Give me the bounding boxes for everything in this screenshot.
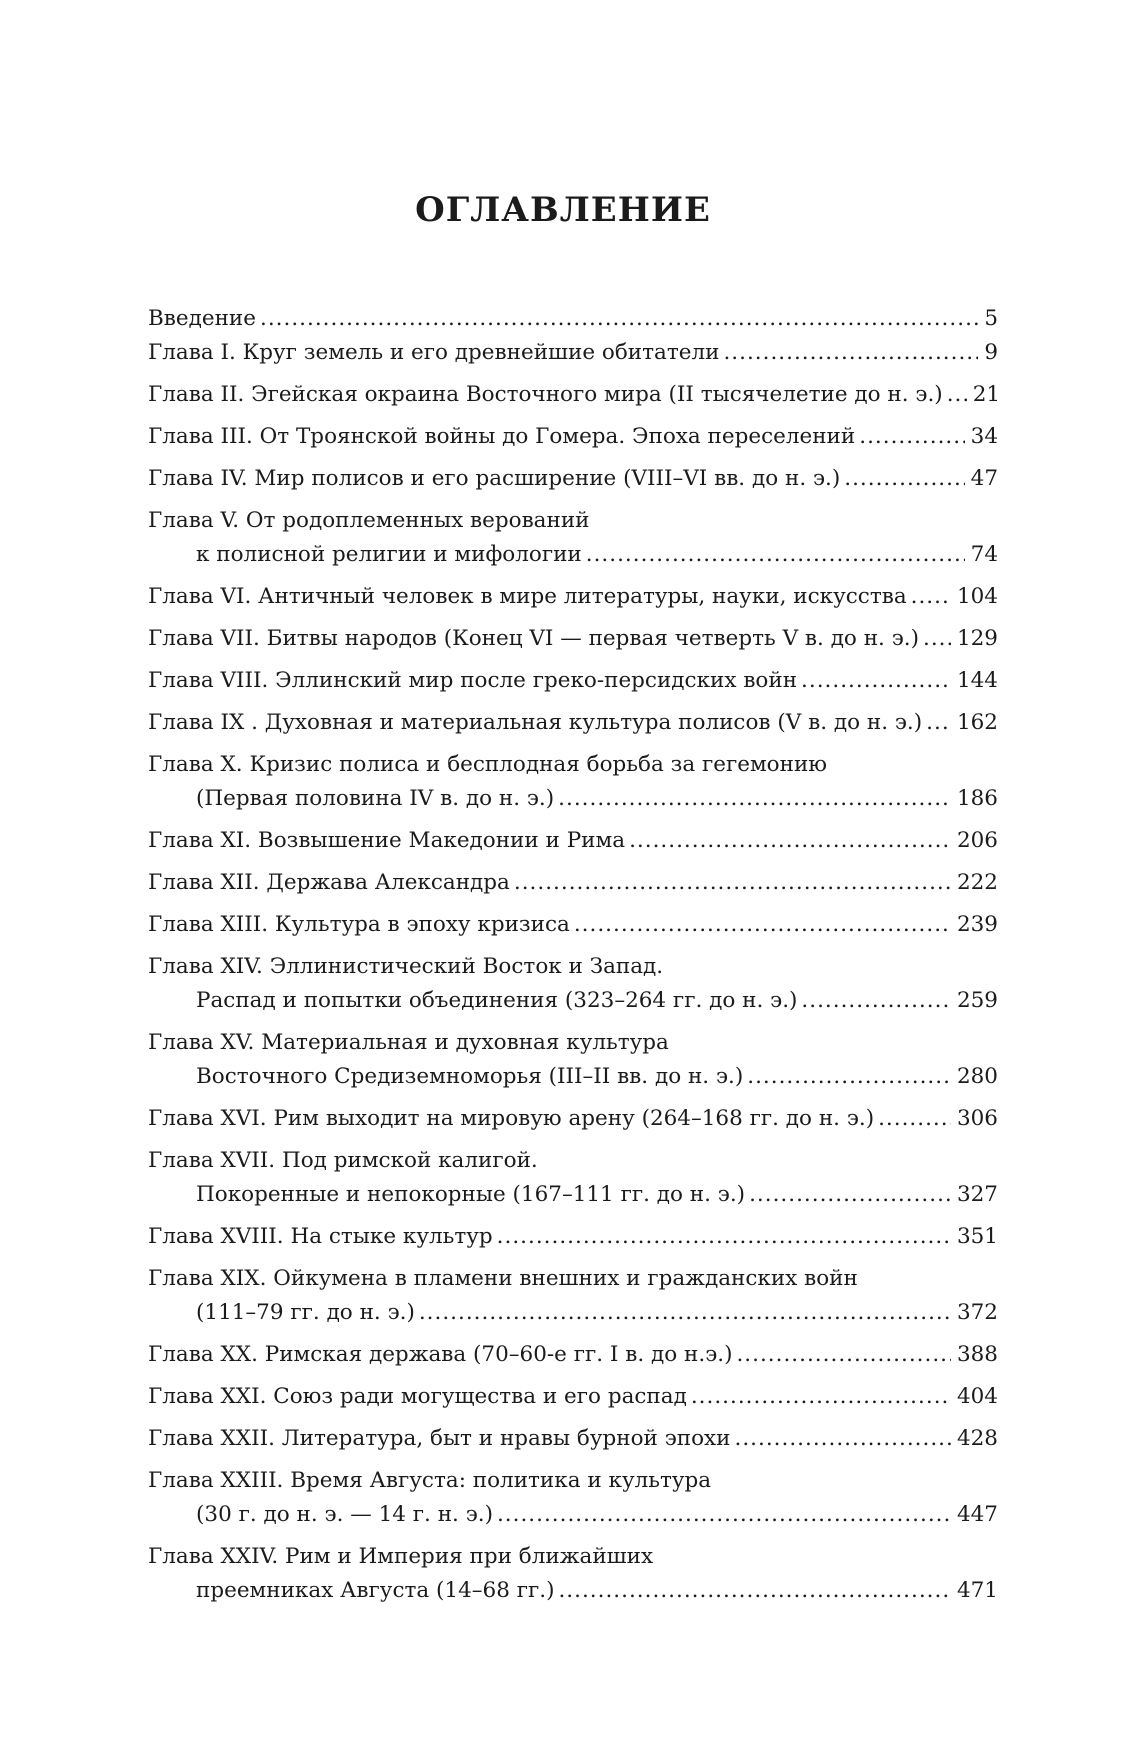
toc-entry-line [148,908,998,942]
toc-entry[interactable] [148,1220,998,1254]
toc-entry[interactable] [148,1144,998,1212]
toc-entry-heading: Глава XIX. Ойкумена в пламени внешних и гражданских войн [148,1266,858,1291]
toc-page-number: 47 [970,466,998,491]
toc-entry-title: Глава IX . Духовная и материальная культура полисов (V в. до н. э.) [148,710,923,735]
toc-page-number: 239 [956,912,998,937]
toc-entry[interactable] [148,336,998,370]
toc-entry[interactable] [148,950,998,1018]
toc-entry-line [148,1422,998,1456]
toc-page-number: 259 [956,988,998,1013]
toc-entry-line [148,462,998,496]
toc-entry[interactable] [148,1102,998,1136]
toc-entry-heading: Глава V. От родоплеменных верований [148,508,590,533]
toc-entry-line [148,866,998,900]
toc-page-number: 74 [970,542,998,567]
toc-page-number: 162 [956,710,998,735]
dot-leader [497,1498,951,1532]
toc-entry-title: (111–79 гг. до н. э.) [196,1300,415,1325]
toc-entry-title: Глава XVI. Рим выходит на мировую арену (264–168 гг. до н. э.) [148,1106,875,1131]
toc-entry[interactable] [148,462,998,496]
dot-leader [911,580,951,614]
toc-entry-line [148,1102,998,1136]
toc-entry[interactable] [148,1026,998,1094]
toc-entry[interactable] [148,664,998,698]
toc-entry-line [148,1338,998,1372]
toc-entry-heading: Глава X. Кризис полиса и бесплодная борьба за гегемонию [148,752,828,777]
toc-entry[interactable] [148,378,1001,412]
toc-entry[interactable] [148,706,998,740]
toc-entry[interactable] [148,1338,998,1372]
toc-entry-title: Глава XXII. Литература, быт и нравы бурной эпохи [148,1426,731,1451]
page-title: ОГЛАВЛЕНИЕ [415,190,711,230]
dot-leader [558,1574,950,1608]
toc-entry-line [148,1574,998,1608]
toc-page-number: 222 [956,870,998,895]
dot-leader [260,302,978,336]
dot-leader [734,1422,950,1456]
toc-entry-line [148,378,1001,412]
toc-entry-title: Глава XX. Римская держава (70–60-е гг. I в. до н.э.) [148,1342,733,1367]
toc-entry[interactable] [148,1262,998,1330]
toc-entry-line [148,1060,998,1094]
toc-entry[interactable] [148,580,998,614]
toc-page-number: 144 [956,668,998,693]
toc-entry-heading: Глава XVII. Под римской калигой. [148,1148,538,1173]
toc-entry-title: Глава II. Эгейская окраина Восточного мира (II тысячелетие до н. э.) [148,382,943,407]
dot-leader [736,1338,950,1372]
dot-leader [801,664,951,698]
toc-page-number: 280 [956,1064,998,1089]
toc-entry-title: Глава XII. Держава Александра [148,870,510,895]
dot-leader [497,1220,951,1254]
toc-entry[interactable] [148,420,998,454]
toc-entry-line [148,1178,998,1212]
toc-entry-title: Введение [148,306,256,331]
dot-leader [558,782,951,816]
toc-page-number: 206 [956,828,998,853]
toc-page-number: 21 [972,382,1001,407]
toc-page-number: 129 [956,626,998,651]
dot-leader [859,420,964,454]
dot-leader [747,1060,951,1094]
toc-entry-title: Распад и попытки объединения (323–264 гг. до н. э.) [196,988,798,1013]
dot-leader [514,866,951,900]
toc-entry-line [148,336,998,370]
toc-entry[interactable] [148,1464,998,1532]
toc-page-number: 404 [956,1384,998,1409]
toc-entry-line [148,1380,998,1414]
toc-page-number: 428 [956,1426,998,1451]
dot-leader [574,908,951,942]
toc-entry-title: преемниках Августа (14–68 гг.) [196,1578,555,1603]
toc-entry-line [148,538,998,572]
toc-page-number: 9 [984,340,998,365]
toc-entry-heading: Глава XIV. Эллинистический Восток и Запад. [148,954,664,979]
toc-entry-title: к полисной религии и мифологии [196,542,582,567]
toc-entry-line [148,706,998,740]
toc-entry[interactable] [148,622,998,656]
toc-page-number: 186 [956,786,998,811]
toc-entry-title: (30 г. до н. э. — 14 г. н. э.) [196,1502,493,1527]
toc-entry-title: (Первая половина IV в. до н. э.) [196,786,555,811]
toc-entry-line [148,302,998,336]
toc-entry-line [148,1220,998,1254]
toc-page-number: 104 [956,584,998,609]
dot-leader [723,336,978,370]
dot-leader [419,1296,951,1330]
toc-page-number: 372 [956,1300,998,1325]
toc-entry-line [148,580,998,614]
toc-entry[interactable] [148,504,998,572]
toc-page-number: 34 [970,424,998,449]
dot-leader [878,1102,951,1136]
toc-entry-title: Покоренные и непокорные (167–111 гг. до н. э.) [196,1182,746,1207]
toc-entry-line [148,782,998,816]
toc-entry-title: Глава VI. Античный человек в мире литературы, науки, искусства [148,584,907,609]
toc-entry-title: Глава XI. Возвышение Македонии и Рима [148,828,626,853]
toc-entry-line [148,1498,998,1532]
toc-entry-line [148,984,998,1018]
toc-page-number: 5 [984,306,998,331]
toc-entry-line [148,664,998,698]
toc-page-number: 306 [956,1106,998,1131]
dot-leader [926,706,951,740]
table-of-contents [148,302,1001,1616]
toc-page-number: 327 [956,1182,998,1207]
toc-entry-line [148,824,998,858]
dot-leader [844,462,964,496]
dot-leader [801,984,951,1018]
toc-entry[interactable] [148,302,998,336]
toc-page-number: 388 [956,1342,998,1367]
toc-entry-title: Глава XVIII. На стыке культур [148,1224,493,1249]
toc-entry-line [148,420,998,454]
toc-entry-title: Глава III. От Троянской войны до Гомера. Эпоха переселений [148,424,856,449]
toc-entry-title: Восточного Средиземноморья (III–II вв. до н. э.) [196,1064,744,1089]
toc-entry-title: Глава XXI. Союз ради могущества и его распад [148,1384,687,1409]
toc-entry[interactable] [148,908,998,942]
dot-leader [923,622,951,656]
toc-entry-line [148,622,998,656]
dot-leader [749,1178,951,1212]
toc-entry-title: Глава XIII. Культура в эпоху кризиса [148,912,570,937]
dot-leader [947,378,967,412]
dot-leader [629,824,951,858]
dot-leader [691,1380,951,1414]
toc-entry[interactable] [148,866,998,900]
toc-entry-heading: Глава XXIII. Время Августа: политика и культура [148,1468,712,1493]
toc-entry-title: Глава VII. Битвы народов (Конец VI — первая четверть V в. до н. э.) [148,626,919,651]
dot-leader [586,538,965,572]
toc-entry-line [148,1296,998,1330]
toc-entry-title: Глава I. Круг земель и его древнейшие обитатели [148,340,720,365]
toc-page-number: 447 [956,1502,998,1527]
toc-entry-title: Глава VIII. Эллинский мир после греко-персидских войн [148,668,798,693]
toc-entry[interactable] [148,1540,998,1608]
toc-entry-title: Глава IV. Мир полисов и его расширение (VIII–VI вв. до н. э.) [148,466,841,491]
toc-page-number: 471 [956,1578,998,1603]
toc-entry[interactable] [148,824,998,858]
toc-entry[interactable] [148,1380,998,1414]
toc-entry-heading: Глава XXIV. Рим и Империя при ближайших [148,1544,654,1569]
toc-entry[interactable] [148,748,998,816]
toc-entry[interactable] [148,1422,998,1456]
toc-page-number: 351 [956,1224,998,1249]
toc-entry-heading: Глава XV. Материальная и духовная культура [148,1030,669,1055]
